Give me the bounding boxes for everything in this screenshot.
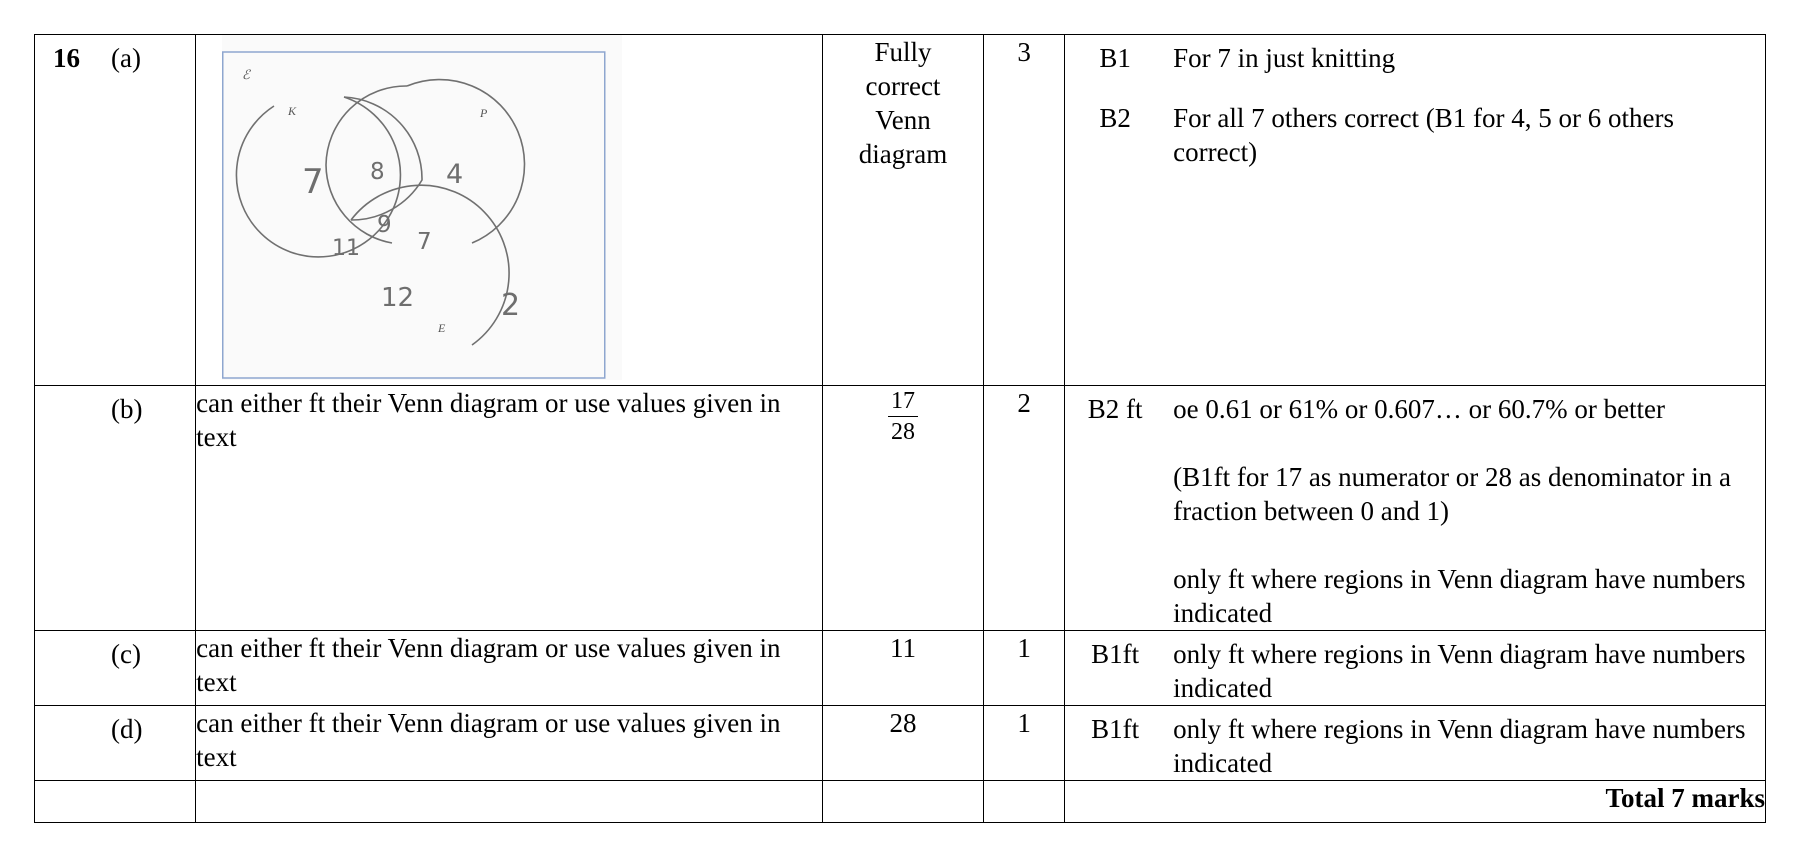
mark-cell-b: 2 xyxy=(984,386,1065,631)
venn-cell xyxy=(196,35,823,386)
answer-cell-a xyxy=(822,35,983,386)
row-part-a xyxy=(35,35,1766,386)
notes-cell-c xyxy=(1065,631,1766,706)
note-text: only ft where regions in Venn diagram have numbers indicated xyxy=(1173,564,1746,628)
region-p-only: 4 xyxy=(446,159,464,190)
mark-code: B1 xyxy=(1099,43,1131,73)
note-text: only ft where regions in Venn diagram have numbers indicated xyxy=(1173,639,1746,703)
mark-code: B1ft xyxy=(1091,639,1140,669)
part-label-b: (b) xyxy=(111,394,143,424)
working-cell-b: can either ft their Venn diagram or use values given in text xyxy=(196,386,823,631)
total-marks: Total 7 marks xyxy=(1065,781,1766,823)
circle-e xyxy=(351,185,509,345)
total-empty-cell xyxy=(822,781,983,823)
note-text: For 7 in just knitting xyxy=(1173,43,1396,73)
answer-cell-d: 28 xyxy=(822,706,983,781)
notes-cell-d xyxy=(1065,706,1766,781)
total-empty-cell xyxy=(196,781,823,823)
mark-code: B2 ft xyxy=(1087,394,1143,424)
note-text: For all 7 others correct (B1 for 4, 5 or 6 others correct) xyxy=(1173,103,1675,167)
working-cell-c: can either ft their Venn diagram or use values given in text xyxy=(196,631,823,706)
notes-cell-a xyxy=(1065,35,1766,386)
region-p-e: 7 xyxy=(417,229,432,255)
answer-fraction xyxy=(888,386,918,447)
working-cell-d: can either ft their Venn diagram or use values given in text xyxy=(196,706,823,781)
answer-line: correct xyxy=(865,71,941,101)
mark-scheme-table xyxy=(34,34,1766,823)
question-cell-b xyxy=(35,386,196,631)
region-e-only: 12 xyxy=(381,283,415,313)
part-label-c: (c) xyxy=(111,639,141,669)
fraction-denominator: 28 xyxy=(890,419,915,445)
fraction-numerator: 17 xyxy=(888,386,918,417)
region-k-only: 7 xyxy=(302,162,324,202)
row-part-c xyxy=(35,631,1766,706)
row-part-b xyxy=(35,386,1766,631)
note-text: oe 0.61 or 61% or 0.607… or 60.7% or better xyxy=(1173,394,1666,424)
region-k-p: 8 xyxy=(370,159,385,185)
region-k-e: 11 xyxy=(332,236,361,261)
set-label-e: E xyxy=(438,321,446,335)
universal-set-frame xyxy=(223,52,605,378)
mark-code: B1ft xyxy=(1091,714,1140,744)
note-text: only ft where regions in Venn diagram have numbers indicated xyxy=(1173,714,1746,778)
region-outside: 2 xyxy=(501,288,521,323)
answer-line: Fully xyxy=(874,37,932,67)
question-cell-c xyxy=(35,631,196,706)
venn-diagram xyxy=(222,35,622,380)
total-empty-cell xyxy=(984,781,1065,823)
notes-cell-b xyxy=(1065,386,1766,631)
question-cell-a xyxy=(35,35,196,386)
mark-cell-d: 1 xyxy=(984,706,1065,781)
question-number: 16 xyxy=(53,43,80,73)
circle-p xyxy=(407,80,525,243)
mark-code: B2 xyxy=(1099,103,1131,133)
venn-diagram-svg xyxy=(222,35,622,380)
answer-line: Venn xyxy=(875,105,931,135)
answer-line: diagram xyxy=(858,139,948,169)
row-total xyxy=(35,781,1766,823)
part-label-d: (d) xyxy=(111,714,143,744)
question-cell-d xyxy=(35,706,196,781)
row-part-d xyxy=(35,706,1766,781)
mark-cell-c: 1 xyxy=(984,631,1065,706)
total-empty-cell xyxy=(35,781,196,823)
answer-cell-c: 11 xyxy=(822,631,983,706)
part-label-a: (a) xyxy=(111,43,141,73)
mark-cell-a: 3 xyxy=(984,35,1065,386)
region-k-p-e: 9 xyxy=(377,212,392,238)
universal-symbol: ℰ xyxy=(242,67,251,82)
set-label-k: K xyxy=(288,104,297,118)
answer-cell-b xyxy=(822,386,983,631)
note-text: (B1ft for 17 as numerator or 28 as denominator in a fraction between 0 and 1) xyxy=(1173,462,1731,526)
set-label-p: P xyxy=(480,106,488,120)
